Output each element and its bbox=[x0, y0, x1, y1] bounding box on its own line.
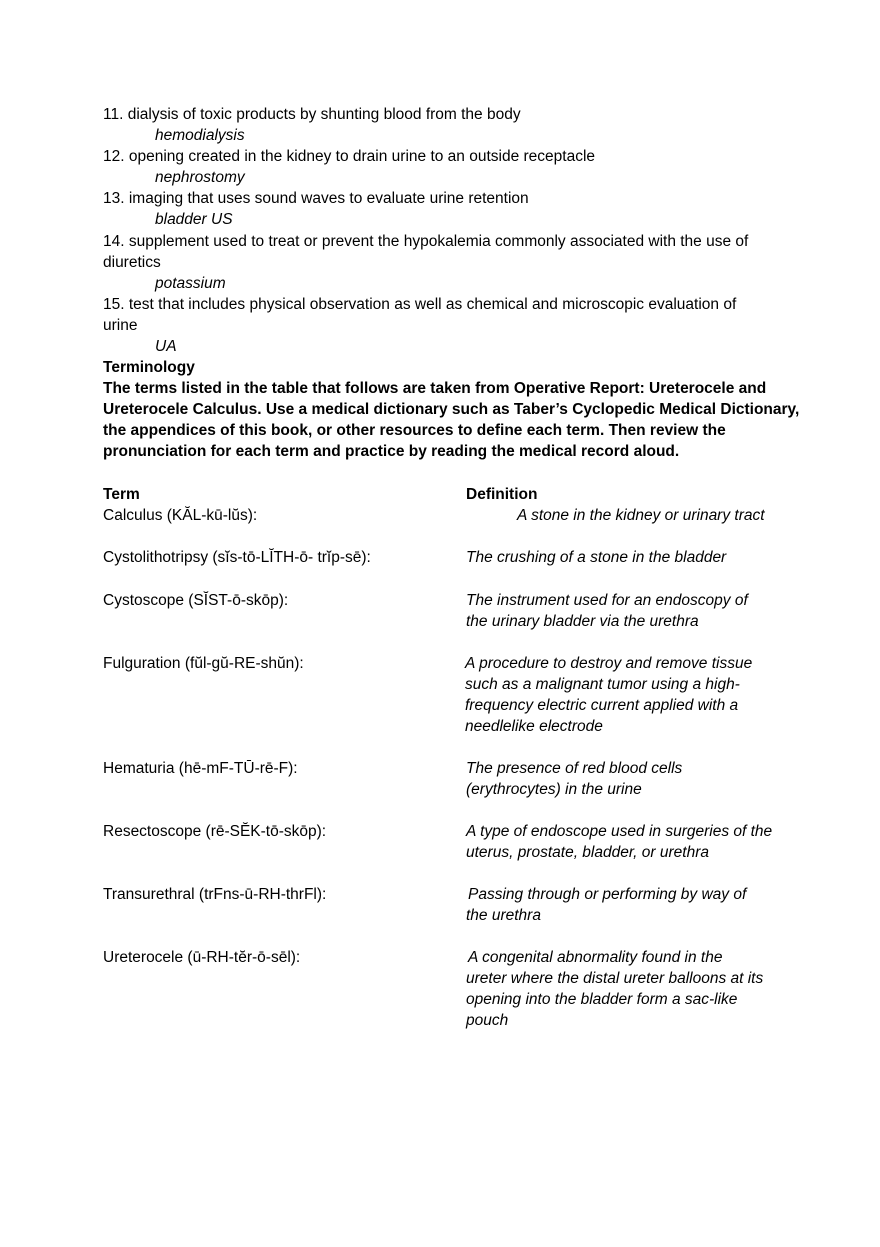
term-cystoscope: Cystoscope (SĬST-ō-skōp): bbox=[103, 592, 289, 609]
definition-line: A congenital abnormality found in the bbox=[468, 949, 723, 966]
question-15-prompt-line1: 15. test that includes physical observation as well as chemical and microscopic evaluation of bbox=[103, 296, 737, 313]
definition-line: A procedure to destroy and remove tissue bbox=[465, 655, 753, 672]
terminology-heading: Terminology bbox=[103, 359, 195, 376]
definition-resectoscope bbox=[466, 821, 786, 863]
definition-line: A type of endoscope used in surgeries of the bbox=[466, 823, 773, 840]
term-ureterocele: Ureterocele (ū-RH-tĕr-ō-sēl): bbox=[103, 949, 301, 966]
term-resectoscope: Resectoscope (rē-SĔK-tō-skōp): bbox=[103, 823, 327, 840]
definition-line: opening into the bladder form a sac-like bbox=[466, 991, 738, 1008]
definition-transurethral bbox=[468, 884, 788, 926]
definition-line: pouch bbox=[466, 1012, 509, 1029]
term-fulguration: Fulguration (fŭl-gŭ-RE-shŭn): bbox=[103, 655, 304, 672]
definition-cystoscope bbox=[466, 590, 786, 632]
question-12-answer: nephrostomy bbox=[155, 169, 245, 186]
definition-line: A stone in the kidney or urinary tract bbox=[517, 507, 765, 524]
question-14-prompt-line1: 14. supplement used to treat or prevent the hypokalemia commonly associated with the use of bbox=[103, 233, 749, 250]
question-13-prompt: 13. imaging that uses sound waves to evaluate urine retention bbox=[103, 190, 529, 207]
definition-line: The presence of red blood cells bbox=[466, 760, 683, 777]
term-hematuria: Hematuria (hē-mF-TŪ-rē-F): bbox=[103, 760, 298, 777]
term-column-header: Term bbox=[103, 486, 140, 503]
definition-line: such as a malignant tumor using a high- bbox=[465, 676, 740, 693]
definition-line: ureter where the distal ureter balloons at its bbox=[466, 970, 764, 987]
definition-ureterocele bbox=[468, 947, 788, 1031]
definition-line: (erythrocytes) in the urine bbox=[466, 781, 642, 798]
question-13-answer: bladder US bbox=[155, 211, 233, 228]
definition-line: the urethra bbox=[466, 907, 541, 924]
question-11-prompt: 11. dialysis of toxic products by shunting blood from the body bbox=[103, 106, 521, 123]
term-calculus: Calculus (KĂL-kū-lŭs): bbox=[103, 507, 258, 524]
definition-line: The crushing of a stone in the bladder bbox=[466, 549, 727, 566]
definition-cystolithotripsy bbox=[466, 547, 786, 568]
term-transurethral: Transurethral (trFns-ū-RH-thrFl): bbox=[103, 886, 327, 903]
definition-hematuria bbox=[466, 758, 786, 800]
question-15-answer: UA bbox=[155, 338, 177, 355]
definition-line: the urinary bladder via the urethra bbox=[466, 613, 699, 630]
term-cystolithotripsy: Cystolithotripsy (sĭs-tō-LĬTH-ō- trĭp-sē): bbox=[103, 549, 371, 566]
question-14-prompt-line2: diuretics bbox=[103, 254, 161, 271]
definition-fulguration bbox=[465, 653, 785, 737]
definition-line: needlelike electrode bbox=[465, 718, 603, 735]
question-11-answer: hemodialysis bbox=[155, 127, 245, 144]
definition-line: uterus, prostate, bladder, or urethra bbox=[466, 844, 709, 861]
instructions-line-1: The terms listed in the table that follows are taken from Operative Report: Ureterocele and bbox=[103, 380, 767, 397]
definition-line: Passing through or performing by way of bbox=[468, 886, 747, 903]
question-12-prompt: 12. opening created in the kidney to drain urine to an outside receptacle bbox=[103, 148, 596, 165]
question-14-answer: potassium bbox=[155, 275, 226, 292]
definition-calculus bbox=[517, 505, 837, 526]
instructions-line-3: the appendices of this book, or other resources to define each term. Then review the bbox=[103, 422, 726, 439]
definition-line: frequency electric current applied with a bbox=[465, 697, 739, 714]
definition-column-header: Definition bbox=[466, 486, 538, 503]
instructions-line-2: Ureterocele Calculus. Use a medical dictionary such as Taber’s Cyclopedic Medical Dictionary, bbox=[103, 401, 800, 418]
instructions-line-4: pronunciation for each term and practice by reading the medical record aloud. bbox=[103, 443, 680, 460]
definition-line: The instrument used for an endoscopy of bbox=[466, 592, 748, 609]
question-15-prompt-line2: urine bbox=[103, 317, 138, 334]
